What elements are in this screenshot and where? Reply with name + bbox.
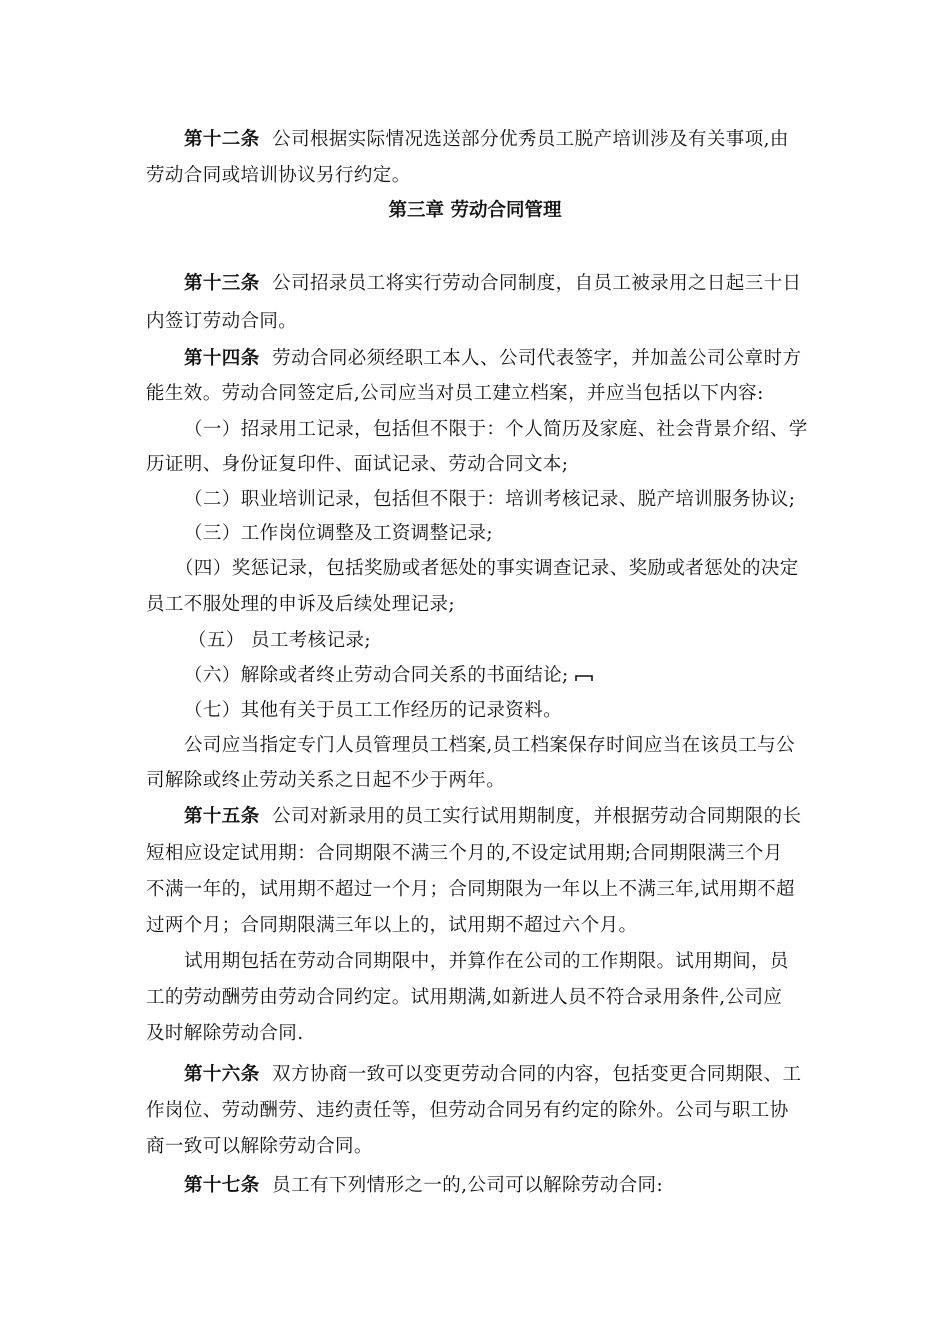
article-13-line-1 xyxy=(184,272,801,296)
article-14-item-6-text: （六）解除或者终止劳动合同关系的书面结论; xyxy=(184,665,569,686)
article-15-para-line-3: 及时解除劳动合同. xyxy=(146,1023,304,1044)
article-16-line-2: 作岗位、劳动酬劳、违约责任等，但劳动合同另有约定的除外。公司与职工协 xyxy=(146,1100,789,1121)
article-16-number: 第十六条 xyxy=(184,1064,260,1085)
article-14-para-line-2: 司解除或终止劳动关系之日起不少于两年。 xyxy=(146,770,506,791)
article-16-line-1 xyxy=(184,1063,801,1087)
article-16-line-3: 商一致可以解除劳动合同。 xyxy=(146,1136,373,1157)
article-15-line-2: 短相应设定试用期：合同期限不满三个月的,不设定试用期;合同期限满三个月 xyxy=(146,843,783,864)
underscore-mark-icon xyxy=(573,667,595,685)
article-15-para-line-2: 工的劳动酬劳由劳动合同约定。试用期满,如新进人员不符合录用条件,公司应 xyxy=(146,987,783,1008)
article-15-line-4: 过两个月；合同期限满三年以上的，试用期不超过六个月。 xyxy=(146,915,638,936)
article-15-number: 第十五条 xyxy=(184,806,260,827)
article-14-para-line-1: 公司应当指定专门人员管理员工档案,员工档案保存时间应当在该员工与公 xyxy=(184,735,796,756)
chapter-3-heading: 第三章 劳动合同管理 xyxy=(388,200,562,221)
article-13-number: 第十三条 xyxy=(184,273,260,294)
article-12-line-1 xyxy=(184,128,789,152)
article-14-line-1 xyxy=(184,347,801,371)
article-14-item-3: （三）工作岗位调整及工资调整记录; xyxy=(184,523,494,544)
article-14-item-4-line-1: （四）奖惩记录，包括奖励或者惩处的事实调查记录、奖励或者惩处的决定 xyxy=(175,558,799,579)
article-12-text: 公司根据实际情况选送部分优秀员工脱产培训涉及有关事项,由 xyxy=(272,129,789,150)
article-17-number: 第十七条 xyxy=(184,1175,260,1196)
article-14-item-5: （五） 员工考核记录; xyxy=(188,630,372,651)
article-14-number: 第十四条 xyxy=(184,348,260,369)
article-15-text: 公司对新录用的员工实行试用期制度，并根据劳动合同期限的长 xyxy=(272,806,802,827)
article-14-text: 劳动合同必须经职工本人、公司代表签字，并加盖公司公章时方 xyxy=(272,348,802,369)
article-13-line-2: 内签订劳动合同。 xyxy=(146,311,298,332)
article-14-item-1-line-2: 历证明、身份证复印件、面试记录、劳动合同文本; xyxy=(146,454,569,475)
article-16-text: 双方协商一致可以变更劳动合同的内容，包括变更合同期限、工 xyxy=(272,1064,802,1085)
article-15-line-3: 不满一年的，试用期不超过一个月；合同期限为一年以上不满三年,试用期不超 xyxy=(146,879,795,900)
article-17-line-1 xyxy=(184,1174,663,1198)
article-14-item-2: （二）职业培训记录，包括但不限于：培训考核记录、脱产培训服务协议; xyxy=(184,489,796,510)
article-17-text: 员工有下列情形之一的,公司可以解除劳动合同: xyxy=(272,1175,664,1196)
article-14-item-1-line-1: （一）招录用工记录，包括但不限于：个人简历及家庭、社会背景介绍、学 xyxy=(184,419,808,440)
article-14-line-2: 能生效。劳动合同签定后,公司应当对员工建立档案，并应当包括以下内容: xyxy=(146,383,764,404)
article-13-text: 公司招录员工将实行劳动合同制度，自员工被录用之日起三十日 xyxy=(272,273,802,294)
article-12-line-2: 劳动合同或培训协议另行约定。 xyxy=(146,165,411,186)
article-14-item-6 xyxy=(184,664,595,688)
article-14-item-4-line-2: 员工不服处理的申诉及后续处理记录; xyxy=(146,594,456,615)
article-15-line-1 xyxy=(184,805,801,829)
article-12-number: 第十二条 xyxy=(184,129,260,150)
article-15-para-line-1: 试用期包括在劳动合同期限中，并算作在公司的工作期限。试用期间，员 xyxy=(184,951,789,972)
article-14-item-7: （七）其他有关于员工工作经历的记录资料。 xyxy=(184,700,563,721)
